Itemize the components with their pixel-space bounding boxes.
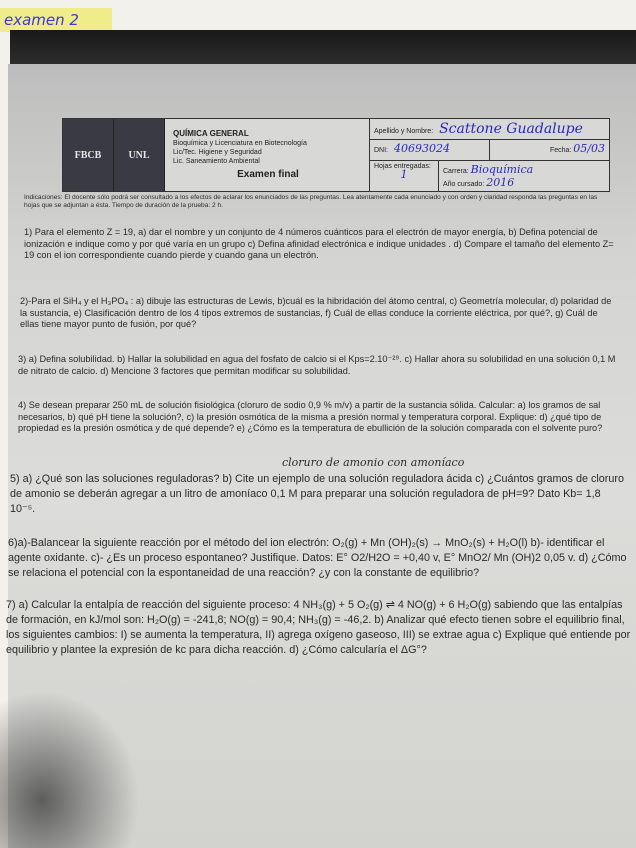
name-value: Scattone Guadalupe	[439, 121, 583, 137]
sheets-row	[370, 161, 609, 191]
question-6: 6)a)-Balancear la siguiente reacción por el método del ion electrón: O₂(g) + Mn (OH)₂(s) → MnO₂(s) + H₂O(l) b)- identificar el agente oxidante. c)- ¿Es un proceso espontaneo? Justifique. Datos: E° O2/H2O = +0,40 v, E° MnO2/ Mn (OH)2 0,05 v. d) ¿Cómo se relaciona el potencial con la espontaneidad de una reacción? ¿y con la constante de equilibrio?	[8, 537, 627, 579]
name-label: Apellido y Nombre:	[374, 128, 434, 135]
program-line-1: Bioquímica y Licenciatura en Biotecnología	[173, 140, 307, 147]
name-row	[370, 119, 609, 140]
question-7: 7) a) Calcular la entalpía de reacción del siguiente proceso: 4 NH₃(g) + 5 O₂(g) ⇌ 4 NO(g) + 6 H₂O(g) sabiendo que las entalpías de formación, en kJ/mol son: H₂O(g) = -241,8; NO(g) = 90,4; NH₃(g) = -46,2. b) Analizar qué efecto tienen sobre el equilibrio final, los siguientes cambios: I) se aumenta la temperatura, II) agrega oxígeno gaseoso, III) se extrae agua c) Explique qué entiende por equilibrio y plantee la expresión de kc para dicha reacción. d) ¿Cómo calcularía el ΔG°?	[6, 599, 631, 656]
unl-logo: UNL	[114, 119, 165, 191]
question-5: 5) a) ¿Qué son las soluciones reguladoras? b) Cite un ejemplo de una solución reguladora ácida c) ¿Cuántos gramos de cloruro de amonio se deberán agregar a un litro de amoníaco 0,1 M para preparar una solución reguladora de pH=9? Dato Kb= 1,8 10⁻⁵.	[10, 473, 624, 515]
course-title: QUÍMICA GENERAL	[173, 129, 249, 138]
date-label: Fecha:	[549, 147, 572, 154]
dni-value: 40693024	[393, 142, 450, 155]
year-label: Año cursado:	[443, 181, 485, 188]
exam-header	[62, 118, 610, 192]
question-5-handwritten-note: cloruro de amonio con amoníaco	[282, 456, 465, 469]
student-fields	[370, 119, 609, 191]
instructions: Indicaciones: El docente sólo podrá ser consultado a los efectos de aclarar los enunciados de las preguntas. Lea atentamente cada enunciado y con orden y claridad responda las preguntas en las hojas que se adjuntan a ésta. Tiempo de duración de la prueba: 2 h.	[24, 194, 598, 209]
sheets-value: 1	[400, 168, 408, 181]
sticky-note	[0, 8, 112, 32]
exam-title: Examen final	[237, 169, 299, 180]
career-label: Carrera:	[443, 168, 469, 175]
question-1: 1) Para el elemento Z = 19, a) dar el nombre y un conjunto de 4 números cuánticos para el electrón de mayor energía, b) Defina potencial de ionización e indique como y por qué varía en un grupo c) Defina afinidad electrónica e indique unidades . d) Compare el tamaño del elemento Z= 19 con el ion correspondiente cuando pierde y cuando gana un electrón.	[24, 227, 614, 260]
question-2: 2)-Para el SiH₄ y el H₃PO₄ : a) dibuje las estructuras de Lewis, b)cuál es la hibridación del átomo central, c) Geometría molecular, d) polaridad de la sustancia, e) Clasificación dentro de los 4 tipos extremos de sustancias, f) Cuál de ellas conduce la corriente eléctrica, por qué?, g) Cuál de ellas tiene mayor punto de fusión, por qué?	[20, 296, 612, 329]
date-value: 05/03	[573, 142, 605, 155]
dni-label: DNI:	[374, 147, 388, 154]
sticky-note-label: examen 2	[4, 11, 79, 29]
question-4: 4) Se desean preparar 250 mL de solución fisiológica (cloruro de sodio 0,9 % m/v) a partir de la sustancia sólida. Calcular: a) los gramos de sal necesarios, b) qué pH tiene la solución?, c) la presión osmótica de la misma a presión normal y temperatura corporal. Explique: d) ¿qué tipo de propiedad es la presión osmótica y de qué depende? e) ¿Cómo es la temperatura de ebullición de la solución comparada con el solvente puro?	[18, 400, 603, 433]
program-line-3: Lic. Saneamiento Ambiental	[173, 158, 260, 165]
fbcb-logo: FBCB	[63, 119, 114, 191]
institution-logos	[63, 119, 165, 191]
dni-row	[370, 140, 609, 161]
sheets-label: Hojas entregadas:	[374, 163, 431, 170]
course-info	[165, 119, 370, 191]
program-line-2: Lic/Tec. Higiene y Seguridad	[173, 149, 262, 156]
career-value: Bioquímica	[470, 163, 534, 176]
year-value: 2016	[486, 176, 515, 189]
question-3: 3) a) Defina solubilidad. b) Hallar la solubilidad en agua del fosfato de calcio si el Kps=2.10⁻²⁹. c) Hallar ahora su solubilidad en una solución 0,1 M de nitrato de calcio. d) Mencione 3 factores que permitan modificar su solubilidad.	[18, 354, 616, 376]
shadow-overlay	[0, 690, 140, 848]
